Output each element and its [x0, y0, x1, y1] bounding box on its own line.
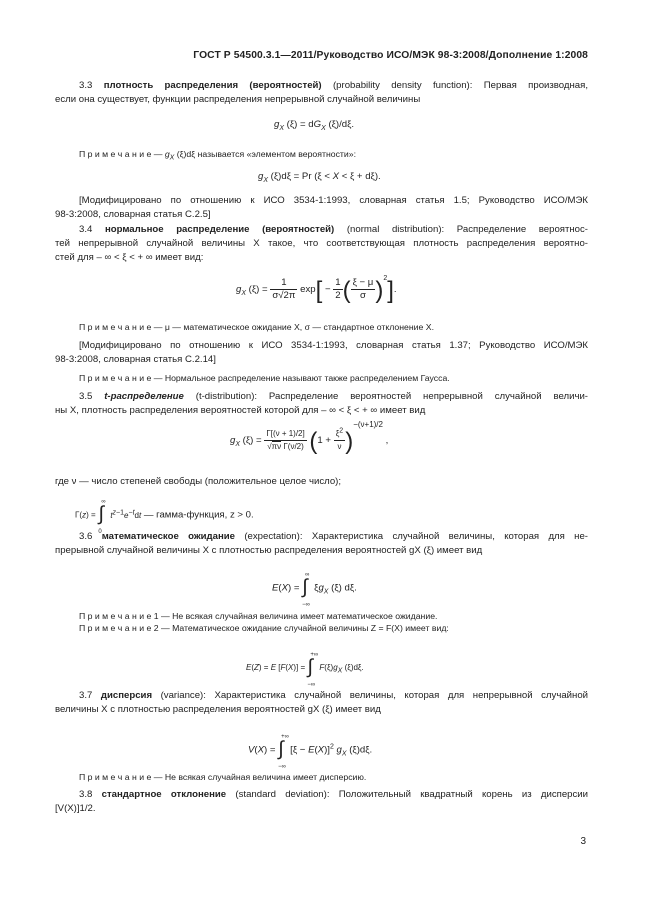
page-number: 3: [580, 836, 586, 847]
s35-line2: ны X, плотность распределения вероятностей которой для – ∞ < ξ < + ∞ имеет вид: [55, 405, 426, 416]
s37-line2: величины X с плотностью распределения вероятностей gX (ξ) имеет вид: [55, 704, 381, 715]
s35-where: где ν — число степеней свободы (положительное целое число);: [55, 476, 342, 487]
formula-gamma: Γ(z) = ∞ ∫ 0 $t^{z-1}e^{-t}dt$ — гамма-функция, z > 0.: [75, 499, 254, 535]
s34-mod1: [Модифицировано по отношению к ИСО 3534-1:1993, словарная статья 1.37; Руководство ИСО/МЭК: [79, 340, 588, 351]
s36-line1: 3.6 математическое ожидание (expectation): Характеристика случайной величины, которая для не-: [79, 531, 589, 542]
s34-note1: П р и м е ч а н и е — μ — математическое ожидание X, σ — стандартное отклонение X.: [79, 322, 434, 332]
s37-line1: 3.7 дисперсия (variance): Характеристика случайной величины, которая для непрерывной случайной: [79, 690, 589, 701]
s34-note2: П р и м е ч а н и е — Нормальное распределение называют также распределением Гаусса.: [79, 373, 450, 383]
s33-mod1: [Модифицировано по отношению к ИСО 3534-1:1993, словарная статья 1.5; Руководство ИСО/МЭК: [79, 195, 588, 206]
s34-mod2: 98-3:2008, словарная статья С.2.14]: [55, 354, 216, 365]
s33-note: П р и м е ч а н и е — $g_X$ (ξ)dξ называется «элементом вероятности»:: [79, 149, 356, 162]
s36-line2: прерывной случайной величины X с плотностью распределения вероятностей gX (ξ) имеет вид: [55, 545, 483, 556]
s38-line2: [V(X)]1/2.: [55, 803, 96, 814]
formula-pdf-def: $g_X$ $(\xi) = dG_X$ (ξ)/dξ.: [274, 119, 355, 132]
running-header: ГОСТ Р 54500.3.1—2011/Руководство ИСО/МЭК 98-3:2008/Дополнение 1:2008: [193, 50, 588, 61]
s34-line3: стей для – ∞ < ξ < + ∞ имеет вид:: [55, 252, 204, 263]
formula-expectation-fx: E(Z) = E [F(X)] = +∞ ∫ −∞ $F(\xi)g_X$ (ξ)dξ.: [246, 652, 364, 688]
formula-variance: V(X) = +∞ ∫ −∞ $[\xi - E(X)]^2$ $g_X$ (ξ)dξ.: [248, 734, 373, 770]
formula-prob-element: $g_X$ (ξ)dξ = Pr (ξ < X < ξ + dξ).: [258, 171, 381, 184]
s38-line1: 3.8 стандартное отклонение (standard deviation): Положительный квадратный корень из дисперсии: [79, 789, 589, 800]
s36-note2: П р и м е ч а н и е 2 — Математическое ожидание случайной величины Z = F(X) имеет вид:: [79, 623, 449, 633]
s35-line1: 3.5 t-распределение (t-distribution): Распределение вероятностей непрерывной случайной величи-: [79, 391, 588, 402]
s36-note1: П р и м е ч а н и е 1 — Не всякая случайная величина имеет математическое ожидание.: [79, 611, 438, 621]
formula-expectation: E(X) = ∞ ∫ −∞ $\xi g_X$ (ξ) dξ.: [272, 572, 357, 608]
s33-mod2: 98-3:2008, словарная статья С.2.5]: [55, 209, 211, 220]
s34-line2: тей непрерывной случайной величины X такое, что соответствующая плотность распределения вероятно-: [55, 238, 588, 249]
s37-note: П р и м е ч а н и е — Не всякая случайная величина имеет дисперсию.: [79, 772, 367, 782]
formula-t-pdf: $g_X$ (ξ) = $\frac{\Gamma[(\nu + 1)/2]}{\text{√πν Γ(ν/2)}}$ (1 + $\frac{\xi^2}{\nu}$ )$^{-(\nu+1)/2}$ ,: [230, 419, 389, 456]
formula-normal-pdf: $g_X$ (ξ) = $\frac{1}{\sigma√2\pi}$ exp[ − $\frac{1}{2}$ ( $\frac{\xi - \mu}{\sigma}$ )$^2$].: [236, 274, 397, 305]
s33-line1: 3.3 плотность распределения (вероятностей) (probability density function): Первая производная,: [79, 80, 588, 91]
s34-line1: 3.4 нормальное распределение (вероятностей) (normal distribution): Распределение вероятнос-: [79, 224, 588, 235]
s33-line2: если она существует, функции распределения непрерывной случайной величины: [55, 94, 421, 105]
